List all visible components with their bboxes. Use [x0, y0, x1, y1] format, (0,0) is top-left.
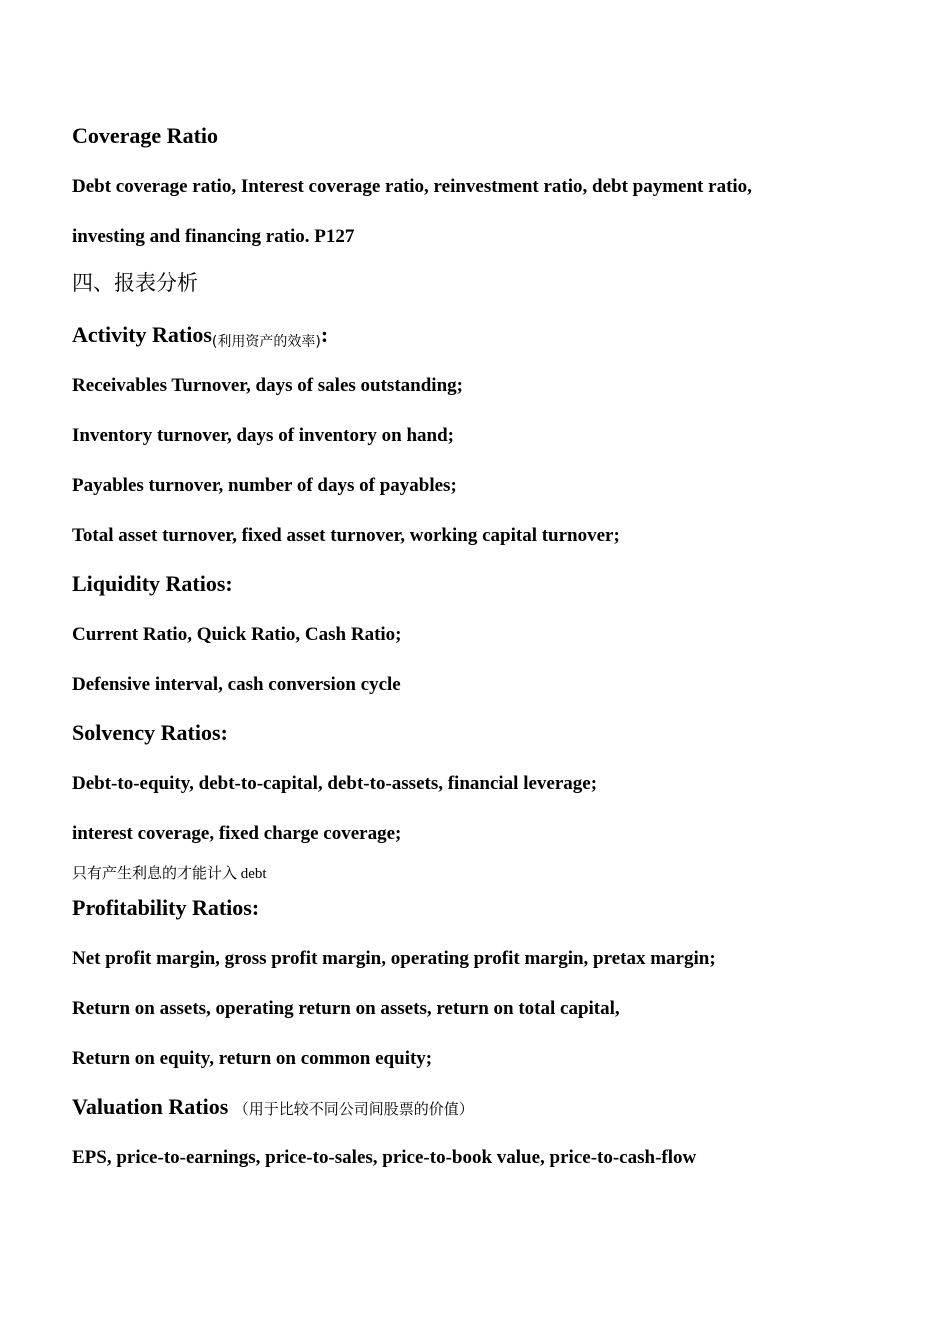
section-title: 四、报表分析 — [72, 271, 198, 295]
activity-heading-text: Activity Ratios — [72, 322, 212, 347]
coverage-line-1: Debt coverage ratio, Interest coverage ratio, reinvestment ratio, debt payment ratio, — [72, 176, 752, 197]
coverage-line-2: investing and financing ratio. P127 — [72, 226, 355, 247]
activity-subscript: (利用资产的效率) — [211, 334, 321, 350]
profitability-item: Net profit margin, gross profit margin, operating profit margin, pretax margin; — [72, 948, 716, 969]
valuation-heading — [72, 1096, 474, 1118]
activity-item: Total asset turnover, fixed asset turnover, working capital turnover; — [72, 525, 620, 546]
activity-heading — [72, 324, 328, 349]
activity-item: Inventory turnover, days of inventory on hand; — [72, 425, 454, 446]
profitability-item: Return on assets, operating return on assets, return on total capital, — [72, 998, 620, 1019]
solvency-heading: Solvency Ratios: — [72, 720, 228, 745]
profitability-heading: Profitability Ratios: — [72, 895, 260, 920]
activity-item: Payables turnover, number of days of payables; — [72, 475, 457, 496]
activity-item: Receivables Turnover, days of sales outstanding; — [72, 375, 463, 396]
valuation-item: EPS, price-to-earnings, price-to-sales, price-to-book value, price-to-cash-flow — [72, 1147, 697, 1168]
valuation-heading-text: Valuation Ratios — [72, 1094, 229, 1119]
liquidity-heading: Liquidity Ratios: — [72, 571, 233, 596]
solvency-item: interest coverage, fixed charge coverage; — [72, 823, 402, 844]
coverage-heading: Coverage Ratio — [72, 123, 219, 148]
activity-colon: : — [320, 322, 329, 347]
profitability-item: Return on equity, return on common equity; — [72, 1048, 433, 1069]
valuation-paren-note: （用于比较不同公司间股票的价值） — [233, 1100, 474, 1118]
solvency-item: Debt-to-equity, debt-to-capital, debt-to-assets, financial leverage; — [72, 773, 598, 794]
solvency-note: 只有产生利息的才能计入 debt — [72, 866, 267, 882]
liquidity-item: Defensive interval, cash conversion cycle — [72, 674, 401, 695]
liquidity-item: Current Ratio, Quick Ratio, Cash Ratio; — [72, 624, 402, 645]
